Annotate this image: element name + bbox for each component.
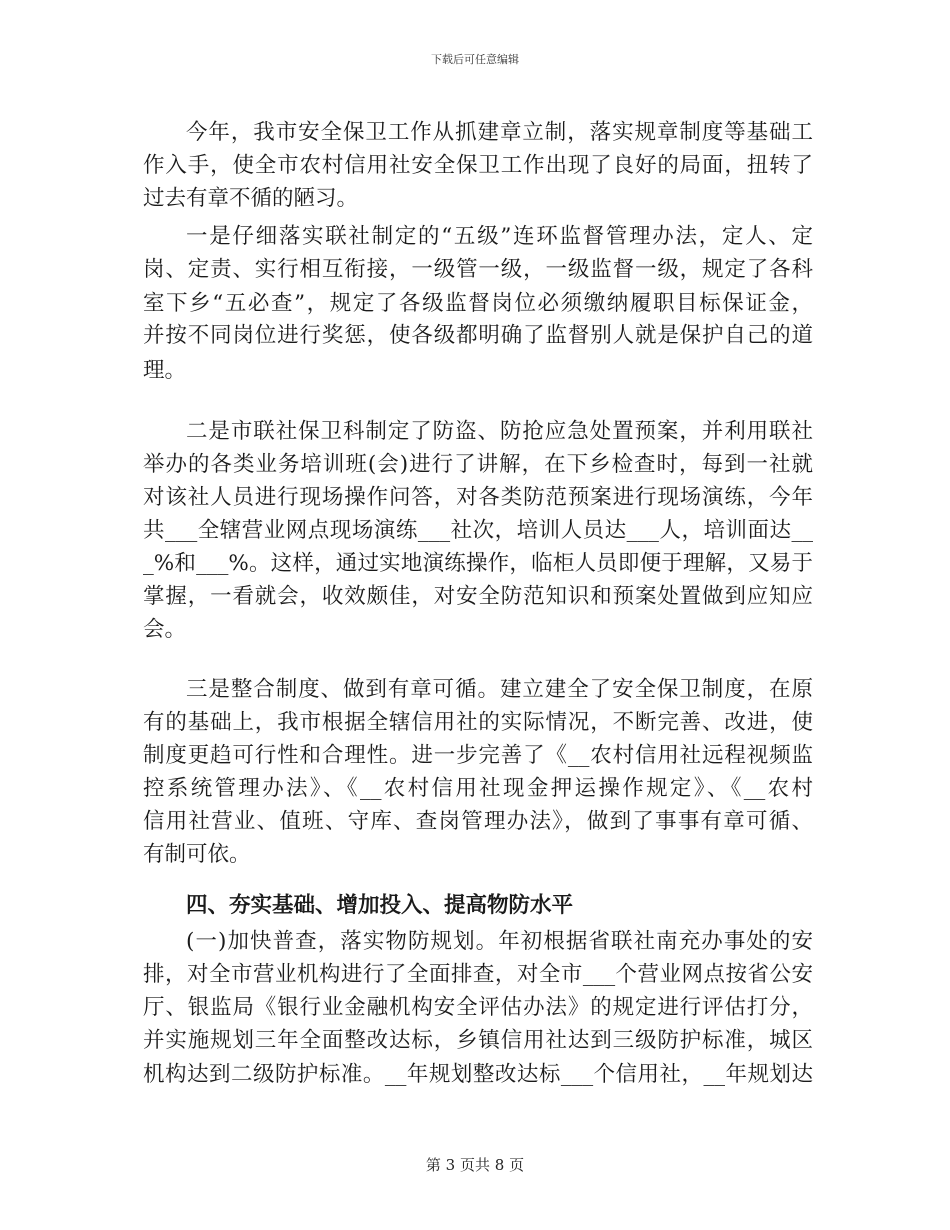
paragraph-line: 室下乡“五必查”，规定了各级监督岗位必须缴纳履职目标保证金， [143, 291, 813, 316]
paragraph-line: 三是整合制度、做到有章可循。建立建全了安全保卫制度，在原 [186, 677, 813, 702]
paragraph-line: 制度更趋可行性和合理性。进一步完善了《__农村信用社远程视频监 [143, 743, 813, 768]
paragraph-line: 岗、定责、实行相互衔接，一级管一级，一级监督一级，规定了各科 [143, 257, 813, 282]
page-header: 下载后可任意编辑 [431, 53, 519, 66]
paragraph-line: 并实施规划三年全面整改达标，乡镇信用社达到三级防护标准，城区 [143, 1028, 813, 1053]
paragraph-line: 举办的各类业务培训班(会)进行了讲解，在下乡检查时，每到一社就 [143, 452, 813, 477]
paragraph-line: 排，对全市营业机构进行了全面排查，对全市___个营业网点按省公安 [143, 962, 813, 987]
paragraph-line: 并按不同岗位进行奖惩，使各级都明确了监督别人就是保护自己的道 [143, 323, 813, 348]
paragraph-line: 今年，我市安全保卫工作从抓建章立制，落实规章制度等基础工 [186, 120, 813, 145]
paragraph-line: 信用社营业、值班、守库、查岗管理办法》，做到了事事有章可循、 [143, 809, 813, 834]
paragraph-line: 有制可依。 [143, 842, 251, 867]
paragraph-line: 理。 [143, 358, 187, 383]
paragraph-line: _%和___%。这样，通过实地演练操作，临柜人员即便于理解，又易于 [143, 551, 813, 576]
page-footer: 第 3 页共 8 页 [425, 1156, 525, 1174]
paragraph-line: (一)加快普查，落实物防规划。年初根据省联社南充办事处的安 [186, 929, 813, 954]
paragraph-line: 厅、银监局《银行业金融机构安全评估办法》的规定进行评估打分， [143, 995, 813, 1020]
paragraph-line: 有的基础上，我市根据全辖信用社的实际情况，不断完善、改进，使 [143, 710, 813, 735]
paragraph-line: 作入手，使全市农村信用社安全保卫工作出现了良好的局面，扭转了 [143, 153, 813, 178]
paragraph-line: 会。 [143, 617, 187, 642]
paragraph-line: 控系统管理办法》、《__农村信用社现金押运操作规定》、《__农村 [143, 776, 813, 801]
paragraph-line: 过去有章不循的陋习。 [143, 186, 359, 211]
paragraph-line: 二是市联社保卫科制定了防盗、防抢应急处置预案，并利用联社 [186, 419, 813, 444]
paragraph-line: 对该社人员进行现场操作问答，对各类防范预案进行现场演练，今年 [143, 485, 813, 510]
section-heading: 四、夯实基础、增加投入、提高物防水平 [186, 893, 574, 918]
paragraph-line: 一是仔细落实联社制定的“五级”连环监督管理办法，定人、定 [186, 224, 813, 249]
paragraph-line: 掌握，一看就会，收效颇佳，对安全防范知识和预案处置做到应知应 [143, 584, 813, 609]
paragraph-line: 共___全辖营业网点现场演练___社次，培训人员达___人，培训面达__ [143, 518, 813, 543]
paragraph-line: 机构达到二级防护标准。__年规划整改达标___个信用社，__年规划达 [143, 1062, 813, 1087]
